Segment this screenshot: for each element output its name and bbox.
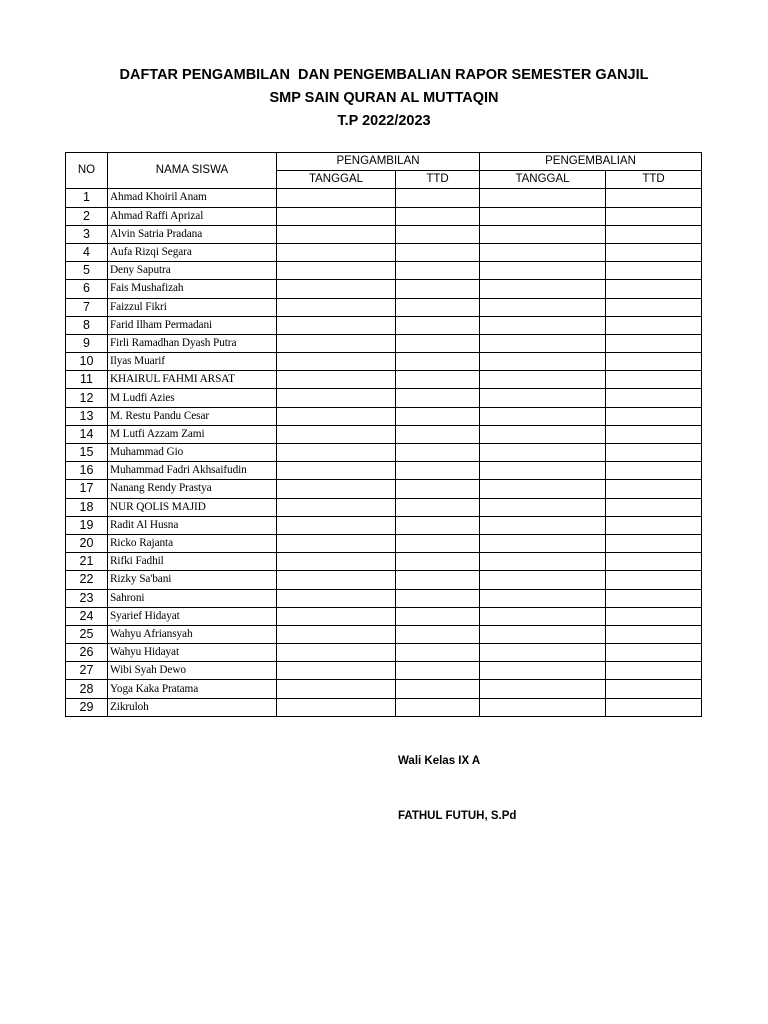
table-header-row bbox=[66, 153, 702, 171]
return-sign-cell bbox=[606, 607, 702, 625]
return-date-cell bbox=[480, 462, 606, 480]
table-row bbox=[66, 571, 702, 589]
return-sign-cell bbox=[606, 644, 702, 662]
row-number: 17 bbox=[66, 480, 108, 498]
take-date-cell bbox=[277, 662, 396, 680]
take-date-cell bbox=[277, 480, 396, 498]
take-date-cell bbox=[277, 462, 396, 480]
take-date-cell bbox=[277, 389, 396, 407]
row-number: 6 bbox=[66, 280, 108, 298]
return-sign-cell bbox=[606, 698, 702, 716]
student-name: Farid Ilham Permadani bbox=[108, 316, 277, 334]
return-date-cell bbox=[480, 207, 606, 225]
header-return-date: TANGGAL bbox=[480, 171, 606, 189]
row-number: 26 bbox=[66, 644, 108, 662]
take-date-cell bbox=[277, 534, 396, 552]
return-date-cell bbox=[480, 571, 606, 589]
return-sign-cell bbox=[606, 407, 702, 425]
return-sign-cell bbox=[606, 189, 702, 207]
return-date-cell bbox=[480, 225, 606, 243]
table-row bbox=[66, 389, 702, 407]
table-row bbox=[66, 644, 702, 662]
student-name: KHAIRUL FAHMI ARSAT bbox=[108, 371, 277, 389]
return-sign-cell bbox=[606, 425, 702, 443]
return-sign-cell bbox=[606, 334, 702, 352]
take-date-cell bbox=[277, 407, 396, 425]
return-sign-cell bbox=[606, 262, 702, 280]
header-no: NO bbox=[66, 153, 108, 189]
take-sign-cell bbox=[396, 298, 480, 316]
student-name: M Lutfi Azzam Zami bbox=[108, 425, 277, 443]
take-date-cell bbox=[277, 189, 396, 207]
table-row bbox=[66, 225, 702, 243]
student-name: Alvin Satria Pradana bbox=[108, 225, 277, 243]
return-sign-cell bbox=[606, 553, 702, 571]
row-number: 16 bbox=[66, 462, 108, 480]
take-date-cell bbox=[277, 553, 396, 571]
return-date-cell bbox=[480, 189, 606, 207]
take-sign-cell bbox=[396, 389, 480, 407]
row-number: 13 bbox=[66, 407, 108, 425]
row-number: 14 bbox=[66, 425, 108, 443]
student-name: M. Restu Pandu Cesar bbox=[108, 407, 277, 425]
academic-year: T.P 2022/2023 bbox=[337, 113, 431, 129]
return-sign-cell bbox=[606, 444, 702, 462]
return-date-cell bbox=[480, 589, 606, 607]
signature-role: Wali Kelas IX A bbox=[398, 755, 481, 767]
row-number: 10 bbox=[66, 353, 108, 371]
table-row bbox=[66, 607, 702, 625]
return-date-cell bbox=[480, 353, 606, 371]
row-number: 18 bbox=[66, 498, 108, 516]
take-date-cell bbox=[277, 571, 396, 589]
take-date-cell bbox=[277, 516, 396, 534]
table-row bbox=[66, 480, 702, 498]
return-sign-cell bbox=[606, 316, 702, 334]
row-number: 8 bbox=[66, 316, 108, 334]
table-row bbox=[66, 207, 702, 225]
take-date-cell bbox=[277, 498, 396, 516]
header-take-sign: TTD bbox=[396, 171, 480, 189]
take-sign-cell bbox=[396, 553, 480, 571]
take-sign-cell bbox=[396, 462, 480, 480]
school-name: SMP SAIN QURAN AL MUTTAQIN bbox=[269, 90, 499, 106]
student-name: Syarief Hidayat bbox=[108, 607, 277, 625]
row-number: 20 bbox=[66, 534, 108, 552]
take-sign-cell bbox=[396, 662, 480, 680]
take-date-cell bbox=[277, 262, 396, 280]
row-number: 5 bbox=[66, 262, 108, 280]
table-row bbox=[66, 262, 702, 280]
student-name: Firli Ramadhan Dyash Putra bbox=[108, 334, 277, 352]
student-name: M Ludfi Azies bbox=[108, 389, 277, 407]
take-sign-cell bbox=[396, 444, 480, 462]
document-title: DAFTAR PENGAMBILAN DAN PENGEMBALIAN RAPOR SEMESTER GANJIL bbox=[119, 67, 649, 83]
take-date-cell bbox=[277, 680, 396, 698]
student-name: Ilyas Muarif bbox=[108, 353, 277, 371]
table-row bbox=[66, 243, 702, 261]
take-sign-cell bbox=[396, 698, 480, 716]
table-row bbox=[66, 662, 702, 680]
header-name: NAMA SISWA bbox=[108, 153, 277, 189]
row-number: 3 bbox=[66, 225, 108, 243]
row-number: 27 bbox=[66, 662, 108, 680]
row-number: 22 bbox=[66, 571, 108, 589]
student-name: Wahyu Hidayat bbox=[108, 644, 277, 662]
return-date-cell bbox=[480, 389, 606, 407]
return-date-cell bbox=[480, 516, 606, 534]
row-number: 19 bbox=[66, 516, 108, 534]
return-date-cell bbox=[480, 243, 606, 261]
row-number: 21 bbox=[66, 553, 108, 571]
table-row bbox=[66, 698, 702, 716]
student-name: Wahyu Afriansyah bbox=[108, 625, 277, 643]
take-sign-cell bbox=[396, 243, 480, 261]
take-sign-cell bbox=[396, 371, 480, 389]
take-sign-cell bbox=[396, 644, 480, 662]
table-row bbox=[66, 298, 702, 316]
return-date-cell bbox=[480, 607, 606, 625]
table-row bbox=[66, 353, 702, 371]
row-number: 24 bbox=[66, 607, 108, 625]
row-number: 28 bbox=[66, 680, 108, 698]
return-date-cell bbox=[480, 698, 606, 716]
return-sign-cell bbox=[606, 371, 702, 389]
return-sign-cell bbox=[606, 498, 702, 516]
row-number: 4 bbox=[66, 243, 108, 261]
take-sign-cell bbox=[396, 280, 480, 298]
return-date-cell bbox=[480, 625, 606, 643]
return-sign-cell bbox=[606, 298, 702, 316]
take-sign-cell bbox=[396, 589, 480, 607]
document-header bbox=[0, 64, 768, 133]
take-sign-cell bbox=[396, 262, 480, 280]
row-number: 29 bbox=[66, 698, 108, 716]
return-sign-cell bbox=[606, 589, 702, 607]
return-date-cell bbox=[480, 262, 606, 280]
table-row bbox=[66, 553, 702, 571]
take-sign-cell bbox=[396, 534, 480, 552]
roster-table bbox=[65, 152, 702, 717]
table-row bbox=[66, 498, 702, 516]
student-name: Rizky Sa'bani bbox=[108, 571, 277, 589]
return-sign-cell bbox=[606, 625, 702, 643]
take-sign-cell bbox=[396, 498, 480, 516]
table-row bbox=[66, 407, 702, 425]
table-row bbox=[66, 444, 702, 462]
return-date-cell bbox=[480, 334, 606, 352]
return-date-cell bbox=[480, 480, 606, 498]
row-number: 25 bbox=[66, 625, 108, 643]
return-date-cell bbox=[480, 425, 606, 443]
return-sign-cell bbox=[606, 571, 702, 589]
return-date-cell bbox=[480, 371, 606, 389]
table-row bbox=[66, 425, 702, 443]
table-row bbox=[66, 334, 702, 352]
return-date-cell bbox=[480, 498, 606, 516]
return-date-cell bbox=[480, 680, 606, 698]
return-sign-cell bbox=[606, 280, 702, 298]
row-number: 2 bbox=[66, 207, 108, 225]
return-date-cell bbox=[480, 407, 606, 425]
student-name: Ahmad Khoiril Anam bbox=[108, 189, 277, 207]
student-name: Yoga Kaka Pratama bbox=[108, 680, 277, 698]
student-name: Muhammad Gio bbox=[108, 444, 277, 462]
take-sign-cell bbox=[396, 680, 480, 698]
take-sign-cell bbox=[396, 516, 480, 534]
row-number: 15 bbox=[66, 444, 108, 462]
table-row bbox=[66, 534, 702, 552]
student-name: Muhammad Fadri Akhsaifudin bbox=[108, 462, 277, 480]
table-row bbox=[66, 462, 702, 480]
return-date-cell bbox=[480, 534, 606, 552]
student-name: Faizzul Fikri bbox=[108, 298, 277, 316]
take-sign-cell bbox=[396, 571, 480, 589]
take-date-cell bbox=[277, 625, 396, 643]
row-number: 9 bbox=[66, 334, 108, 352]
row-number: 1 bbox=[66, 189, 108, 207]
student-name: Radit Al Husna bbox=[108, 516, 277, 534]
student-name: Nanang Rendy Prastya bbox=[108, 480, 277, 498]
roster-body bbox=[66, 189, 702, 716]
return-sign-cell bbox=[606, 480, 702, 498]
take-sign-cell bbox=[396, 189, 480, 207]
return-date-cell bbox=[480, 662, 606, 680]
student-name: Sahroni bbox=[108, 589, 277, 607]
student-name: Rifki Fadhil bbox=[108, 553, 277, 571]
take-date-cell bbox=[277, 334, 396, 352]
return-date-cell bbox=[480, 280, 606, 298]
return-date-cell bbox=[480, 553, 606, 571]
student-name: Zikruloh bbox=[108, 698, 277, 716]
take-sign-cell bbox=[396, 607, 480, 625]
student-name: Fais Mushafizah bbox=[108, 280, 277, 298]
signature-name: FATHUL FUTUH, S.Pd bbox=[398, 810, 517, 822]
take-date-cell bbox=[277, 444, 396, 462]
return-sign-cell bbox=[606, 534, 702, 552]
row-number: 11 bbox=[66, 371, 108, 389]
take-sign-cell bbox=[396, 334, 480, 352]
take-date-cell bbox=[277, 207, 396, 225]
return-sign-cell bbox=[606, 243, 702, 261]
return-sign-cell bbox=[606, 225, 702, 243]
take-date-cell bbox=[277, 280, 396, 298]
take-sign-cell bbox=[396, 316, 480, 334]
student-name: Ahmad Raffi Aprizal bbox=[108, 207, 277, 225]
row-number: 12 bbox=[66, 389, 108, 407]
take-date-cell bbox=[277, 698, 396, 716]
take-date-cell bbox=[277, 644, 396, 662]
return-sign-cell bbox=[606, 389, 702, 407]
take-sign-cell bbox=[396, 407, 480, 425]
table-row bbox=[66, 589, 702, 607]
header-take-date: TANGGAL bbox=[277, 171, 396, 189]
take-date-cell bbox=[277, 243, 396, 261]
row-number: 7 bbox=[66, 298, 108, 316]
take-sign-cell bbox=[396, 225, 480, 243]
table-row bbox=[66, 280, 702, 298]
return-date-cell bbox=[480, 644, 606, 662]
take-sign-cell bbox=[396, 353, 480, 371]
return-sign-cell bbox=[606, 662, 702, 680]
take-date-cell bbox=[277, 371, 396, 389]
return-sign-cell bbox=[606, 516, 702, 534]
header-pengambilan: PENGAMBILAN bbox=[277, 153, 480, 171]
take-sign-cell bbox=[396, 480, 480, 498]
table-row bbox=[66, 316, 702, 334]
student-name: Ricko Rajanta bbox=[108, 534, 277, 552]
take-date-cell bbox=[277, 589, 396, 607]
row-number: 23 bbox=[66, 589, 108, 607]
take-sign-cell bbox=[396, 425, 480, 443]
return-sign-cell bbox=[606, 680, 702, 698]
table-row bbox=[66, 625, 702, 643]
table-row bbox=[66, 680, 702, 698]
return-date-cell bbox=[480, 316, 606, 334]
take-date-cell bbox=[277, 225, 396, 243]
student-name: Wibi Syah Dewo bbox=[108, 662, 277, 680]
table-row bbox=[66, 516, 702, 534]
return-date-cell bbox=[480, 444, 606, 462]
take-date-cell bbox=[277, 353, 396, 371]
take-date-cell bbox=[277, 298, 396, 316]
return-date-cell bbox=[480, 298, 606, 316]
return-sign-cell bbox=[606, 207, 702, 225]
return-sign-cell bbox=[606, 462, 702, 480]
header-pengembalian: PENGEMBALIAN bbox=[480, 153, 702, 171]
table-row bbox=[66, 189, 702, 207]
take-date-cell bbox=[277, 607, 396, 625]
take-date-cell bbox=[277, 316, 396, 334]
header-return-sign: TTD bbox=[606, 171, 702, 189]
take-sign-cell bbox=[396, 207, 480, 225]
student-name: NUR QOLIS MAJID bbox=[108, 498, 277, 516]
take-sign-cell bbox=[396, 625, 480, 643]
return-sign-cell bbox=[606, 353, 702, 371]
table-row bbox=[66, 371, 702, 389]
take-date-cell bbox=[277, 425, 396, 443]
student-name: Deny Saputra bbox=[108, 262, 277, 280]
student-name: Aufa Rizqi Segara bbox=[108, 243, 277, 261]
